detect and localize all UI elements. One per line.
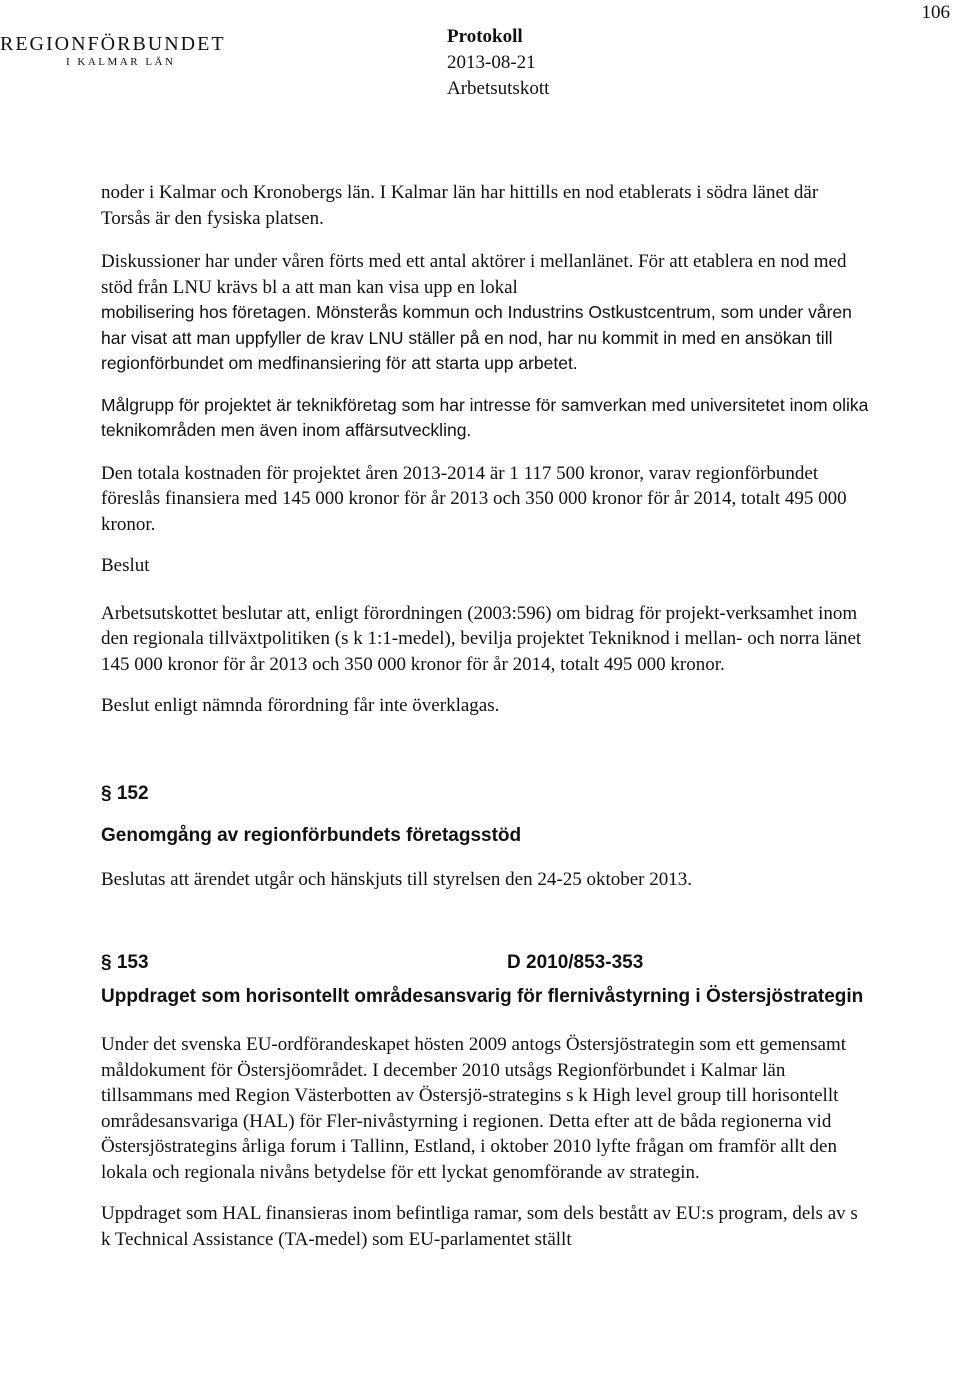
paragraph-monsteras-a: mobilisering hos företagen. <box>101 302 312 322</box>
document-date: 2013-08-21 <box>447 52 536 73</box>
section-152-number <box>101 783 871 805</box>
paragraph-malgrupp: Målgrupp för projektet är teknikföretag som har intresse för samverkan med universitetet inom olika teknikområden men även inom affärsutveckling. <box>101 394 869 440</box>
beslut-note: Beslut enligt nämnda förordning får inte överklagas. <box>101 695 500 716</box>
section-153-title: Uppdraget som horisontellt områdesansvarig för flernivåstyrning i Östersjöstrategin <box>101 986 864 1007</box>
beslut-heading: Beslut <box>101 555 150 576</box>
paragraph-diskussioner <box>101 249 871 300</box>
page-number: 106 <box>921 2 950 23</box>
section-153-paragraph-1: Under det svenska EU-ordförandeskapet hösten 2009 antogs Östersjöstrategin som ett gemensamt måldokument för Östersjöområdet. I december 2010 utsågs Regionförbundet i Kalmar län tillsammans med Region Västerbotten av Östersjö-strategins s k High level group till horisontellt områdesansvariga (HAL) för Fler-nivåstyrning i regionen. Detta efter att de båda regionerna vid Östersjöstrategins årliga forum i Tallinn, Estland, i oktober 2010 lyfte frågan om framför allt den lokala och regionala nivåns betydelse för ett lyckat genomförande av strategin. <box>101 1034 847 1183</box>
section-152-paragraph-number: § 152 <box>101 782 149 804</box>
regionforbundet-logo <box>0 34 240 68</box>
document-body: Arbetsutskott <box>447 78 550 99</box>
logo-main-text: REGIONFÖRBUNDET <box>0 33 226 55</box>
document-header <box>447 24 549 102</box>
section-153-paragraph-number: § 153 <box>101 952 149 973</box>
paragraph-diskussioner-serif: Diskussioner har under våren förts med ett antal aktörer i mellanlänet. För att etablera en nod med stöd från LNU krävs bl a att man kan visa upp en lokal <box>101 251 847 298</box>
paragraph-noder: noder i Kalmar och Kronobergs län. I Kalmar län har hittills en nod etablerats i södra länet där Torsås är den fysiska platsen. <box>101 182 819 229</box>
logo-sub-text: I KALMAR LÄN <box>66 56 176 68</box>
beslut-text: Arbetsutskottet beslutar att, enligt förordningen (2003:596) om bidrag för projekt-verksamhet inom den regionala tillväxtpolitiken (s k 1:1-medel), bevilja projektet Tekniknod i mellan- och norra länet 145 000 kronor för år 2013 och 350 000 kronor för år 2014, totalt 495 000 kronor. <box>101 602 862 675</box>
paragraph-monsteras <box>101 300 871 377</box>
section-152-title: Genomgång av regionförbundets företagsstöd <box>101 824 522 846</box>
section-153-paragraph-2: Uppdraget som HAL finansieras inom befintliga ramar, som dels bestått av EU:s program, dels av s k Technical Assistance (TA-medel) som EU-parlamentet ställt <box>101 1203 858 1250</box>
paragraph-kostnad: Den totala kostnaden för projektet åren 2013-2014 är 1 117 500 kronor, varav regionförbundet föreslås finansiera med 145 000 kronor för år 2013 och 350 000 kronor för år 2014, totalt 495 000 kronor. <box>101 462 847 535</box>
document-type: Protokoll <box>447 26 523 47</box>
section-153-diarie-number: D 2010/853-353 <box>507 952 644 973</box>
paragraph-monsteras-b: Mönsterås kommun och Industrins Ostkustcentrum, som under våren har visat att man uppfyller de krav LNU ställer på en nod, har nu kommit in med en ansökan till regionförbundet om medfinansiering för att starta upp arbetet. <box>101 302 852 373</box>
section-153-number <box>101 952 871 974</box>
document-content <box>101 180 871 1252</box>
section-152-text: Beslutas att ärendet utgår och hänskjuts till styrelsen den 24-25 oktober 2013. <box>101 868 692 890</box>
